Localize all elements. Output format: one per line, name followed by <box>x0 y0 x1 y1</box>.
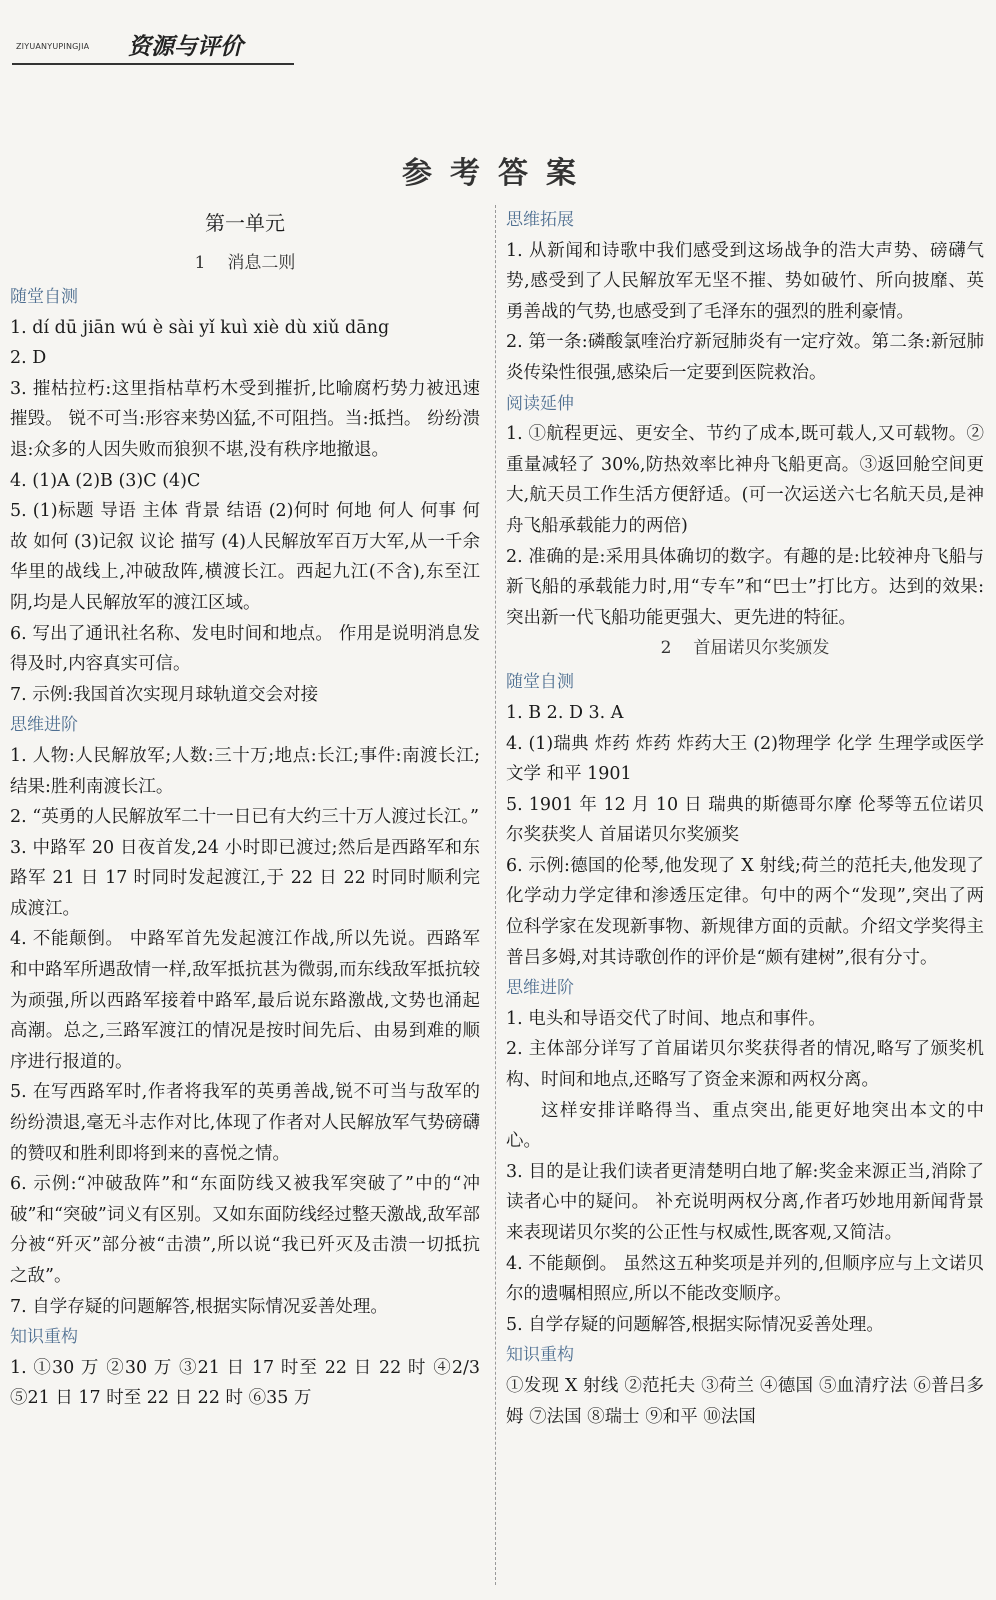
answer-item: ①发现 X 射线 ②范托夫 ③荷兰 ④德国 ⑤血清疗法 ⑥普吕多姆 ⑦法国 ⑧瑞士 ⑨和平 ⑩法国 <box>506 1375 984 1427</box>
answer-item: 这样安排详略得当、重点突出,能更好地突出本文的中心。 <box>506 1100 984 1152</box>
answer-item: 6. 示例:德国的伦琴,他发现了 X 射线;荷兰的范托夫,他发现了化学动力学定律和渗透压定律。句中的两个“发现”,突出了两位科学家在发现新事物、新规律方面的贡献。介绍文学奖得主普吕多姆,对其诗歌创作的评价是“颇有建树”,很有分寸。 <box>506 855 984 968</box>
answer-item: 6. 写出了通讯社名称、发电时间和地点。 作用是说明消息发得及时,内容真实可信。 <box>10 623 480 675</box>
header-pinyin: ZIYUANYUPINGJIA <box>16 42 90 51</box>
answer-item: 4. 不能颠倒。 虽然这五种奖项是并列的,但顺序应与上文诺贝尔的遗嘱相照应,所以不能改变顺序。 <box>506 1253 984 1305</box>
answer-item: 2. 主体部分详写了首届诺贝尔奖获得者的情况,略写了颁奖机构、时间和地点,还略写了资金来源和两权分离。 <box>506 1039 984 1091</box>
answer-item: 5. 在写西路军时,作者将我军的英勇善战,锐不可当与敌军的纷纷溃退,毫无斗志作对比,体现了作者对人民解放军气势磅礴的赞叹和胜利即将到来的喜悦之情。 <box>10 1082 480 1164</box>
answer-item: 1. 从新闻和诗歌中我们感受到这场战争的浩大声势、磅礴气势,感受到了人民解放军无坚不摧、势如破竹、所向披靡、英勇善战的气势,也感受到了毛泽东的强烈的胜利豪情。 <box>506 240 984 322</box>
page-title: 参考答案 <box>402 156 594 191</box>
answer-item: 1. ①航程更远、更安全、节约了成本,既可载人,又可载物。②重量减轻了 30%,防热效率比神舟飞船更高。③返回舱空间更大,航天员工作生活方便舒适。(可一次运送六七名航天员,是神舟飞船承载能力的两倍) <box>506 424 984 536</box>
section-heading: 随堂自测 <box>506 672 574 693</box>
section-heading: 阅读延伸 <box>506 393 574 414</box>
header <box>12 28 294 68</box>
answer-item: 3. 摧枯拉朽:这里指枯草朽木受到摧折,比喻腐朽势力被迅速摧毁。 锐不可当:形容来势凶猛,不可阻挡。当:抵挡。 纷纷溃退:众多的人因失败而狼狈不堪,没有秩序地撤退。 <box>10 378 480 460</box>
answer-item: 5. (1)标题 导语 主体 背景 结语 (2)何时 何地 何人 何事 何故 如何 (3)记叙 议论 描写 (4)人民解放军百万大军,从一千余华里的战线上,冲破敌阵,横渡长江。西起九江(不含),东至江阴,均是人民解放军的渡江区域。 <box>10 501 480 613</box>
answer-item: 2. 第一条:磷酸氯喹治疗新冠肺炎有一定疗效。第二条:新冠肺炎传染性很强,感染后一定要到医院救治。 <box>506 332 984 383</box>
answer-item: 2. 准确的是:采用具体确切的数字。有趣的是:比较神舟飞船与新飞船的承载能力时,用“专车”和“巴士”打比方。达到的效果:突出新一代飞船功能更强大、更先进的特征。 <box>506 546 984 628</box>
answer-item: 1. 电头和导语交代了时间、地点和事件。 <box>506 1008 826 1029</box>
column-divider <box>495 205 496 1585</box>
answer-item: 1. ①30 万 ②30 万 ③21 日 17 时至 22 日 22 时 ④2/3 ⑤21 日 17 时至 22 日 22 时 ⑥35 万 <box>10 1357 480 1409</box>
answer-item: 3. 中路军 20 日夜首发,24 小时即已渡过;然后是西路军和东路军 21 日 17 时同时发起渡江,于 22 日 22 时同时顺利完成渡江。 <box>10 837 480 919</box>
unit-title: 第一单元 <box>205 211 285 235</box>
header-rule <box>12 63 294 65</box>
section-heading: 思维进阶 <box>10 715 78 736</box>
answer-item: 6. 示例:“冲破敌阵”和“东面防线又被我军突破了”中的“冲破”和“突破”词义有区别。又如东面防线经过整天激战,敌军部分被“歼灭”部分被“击溃”,所以说“我已歼灭及击溃一切抵抗之敌”。 <box>10 1174 480 1286</box>
answer-item: 3. 目的是让我们读者更清楚明白地了解:奖金来源正当,消除了读者心中的疑问。 补充说明两权分离,作者巧妙地用新闻背景来表现诺贝尔奖的公正性与权威性,既客观,又简洁。 <box>506 1161 984 1243</box>
right-column <box>506 205 984 1432</box>
lesson-title-1 <box>10 248 480 278</box>
left-column <box>10 200 480 1414</box>
section-heading: 知识重构 <box>506 1345 574 1366</box>
answer-item: 5. 自学存疑的问题解答,根据实际情况妥善处理。 <box>506 1314 884 1335</box>
answer-item: 1. B 2. D 3. A <box>506 702 624 723</box>
answer-item: 1. dí dū jiān wú è sài yǐ kuì xiè dù xiǔ dāng <box>10 317 390 338</box>
answer-item: 7. 示例:我国首次实现月球轨道交会对接 <box>10 684 319 705</box>
section-heading: 思维进阶 <box>506 978 574 999</box>
lesson-number: 2 <box>660 638 672 659</box>
answer-item: 2. “英勇的人民解放军二十一日已有大约三十万人渡过长江。” <box>10 807 479 828</box>
answer-item: 4. (1)瑞典 炸药 炸药 炸药大王 (2)物理学 化学 生理学或医学 文学 和平 1901 <box>506 733 984 785</box>
answer-item: 5. 1901 年 12 月 10 日 瑞典的斯德哥尔摩 伦琴等五位诺贝尔奖获奖人 首届诺贝尔奖颁奖 <box>506 794 984 846</box>
answer-item: 7. 自学存疑的问题解答,根据实际情况妥善处理。 <box>10 1296 388 1317</box>
lesson-name: 消息二则 <box>227 253 296 273</box>
answer-item: 1. 人物:人民解放军;人数:三十万;地点:长江;事件:南渡长江;结果:胜利南渡长江。 <box>10 745 480 797</box>
answer-item: 4. 不能颠倒。 中路军首先发起渡江作战,所以先说。西路军和中路军所遇敌情一样,敌军抵抗甚为微弱,而东线敌军抵抗较为顽强,所以西路军接着中路军,最后说东路激战,文势也涌起高潮。总之,三路军渡江的情况是按时间先后、由易到难的顺序进行报道的。 <box>10 929 480 1072</box>
section-heading: 思维拓展 <box>506 210 574 230</box>
answer-item: 4. (1)A (2)B (3)C (4)C <box>10 470 201 491</box>
lesson-name: 首届诺贝尔奖颁发 <box>693 638 830 659</box>
lesson-title-2 <box>506 633 984 663</box>
section-heading: 随堂自测 <box>10 287 78 307</box>
header-title: 资源与评价 <box>128 34 243 60</box>
answer-item: 2. D <box>10 348 47 369</box>
section-heading: 知识重构 <box>10 1327 78 1348</box>
lesson-number: 1 <box>194 253 206 273</box>
